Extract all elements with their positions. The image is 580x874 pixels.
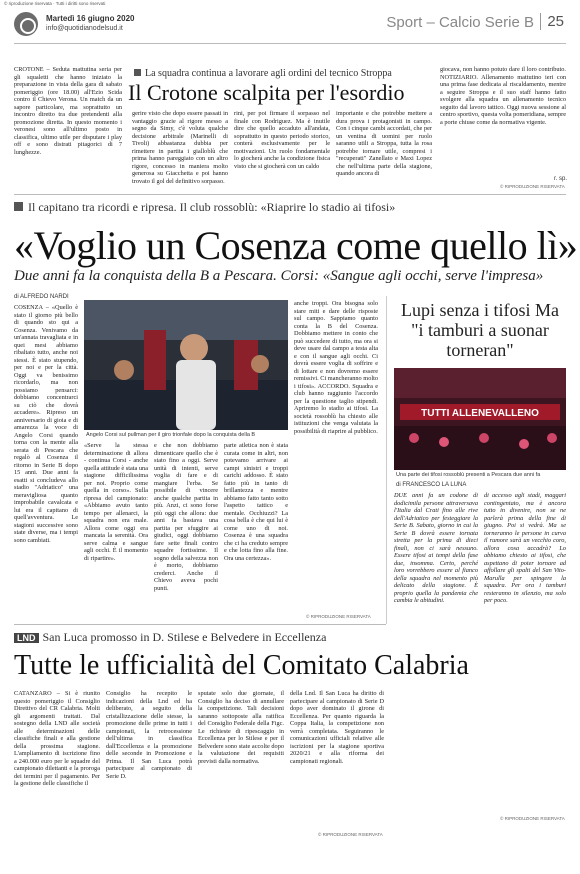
- article2-copyright: © RIPRODUZIONE RISERVATA: [306, 614, 371, 619]
- fans-photo-caption: Una parte dei tifosi rossoblù presenti a Pescara due anni fa: [396, 472, 541, 478]
- box-copyright: © RIPRODUZIONE RISERVATA: [500, 816, 565, 821]
- corsi-photo-caption: Angelo Corsi sul pullman per il giro trionfale dopo la conquista della B: [86, 432, 256, 438]
- fans-banner-text: TUTTI ALLENEVALLENO: [421, 408, 539, 419]
- section-title: Sport – Calcio Serie B: [386, 14, 534, 31]
- corsi-photo: [84, 300, 288, 430]
- article1-column-2: gerire visto che dopo essere passati in vantaggio grazie al rigore messo a segno da Simy, c'è voluta qualche decisione arbitrale (Marinelli di Tivoli) abbastanza dubbia per rimettere in partita i gialloblù che prima hanno pareggiato con un altro rigore, concesso in maniera molto generosa su Giacchetta e poi hanno trovato il gol del definitivo sorpasso.: [132, 110, 228, 185]
- square-bullet-icon: [134, 69, 141, 76]
- copyright-note: © riproduzione riservata · Tutti i diritti sono riservati: [4, 1, 106, 6]
- divider: [14, 624, 386, 625]
- article2-column-4: parte atletica non è stata curata come in altri, non potevamo arrivare ai campi sinistri e troppi carichi addosso. È stato fatto più in tanto di brillantezza e mentre abbiamo fatto tanto sotto l'aspetto tattico e mentale. Occhiuzzi? La cosa bella è che qui lui è come uno di noi. Cosenza è una squadra che ci ha creduto sempre e che lotta fino alla fine. Ora una certezza».: [224, 442, 288, 562]
- article1-kicker-text: La squadra continua a lavorare agli ordini del tecnico Stroppa: [145, 68, 392, 79]
- lnd-tag: LND: [14, 633, 39, 643]
- article2-column-5: anche troppi. Ora bisogna solo stare miti e dare delle risposte sul campo. Sappiamo quanto conta la B del Cosenza. Dobbiamo mettere in conto che può succedere di tutto, ma ora si deve usare dal campo a testa alta e con il sangue agli occhi. Ci dovrà essere voglia di soffrire e di lottare e non dovremo essere remissivi. Ci mancheranno molto i tifosi». ACCORDO. Squadra e club hanno raggiunto l'accordo per la questione taglio stipendi. Apriremo lo stadio ai tifosi. La società rossoblù ha chiesto alle istituzioni che venga valutata la possibilità di riaprire al pubblico.: [294, 300, 378, 435]
- article1-headline: Il Crotone scalpita per l'esordio: [128, 80, 405, 105]
- contact-email[interactable]: info@quotidianodelsud.it: [46, 25, 123, 32]
- article1-column-1: CROTONE – Seduta mattutina seria per gli squaletti che hanno iniziato la preparazione in vista della gara di sabato pomeriggio (ore 18.00) all'Ezio Scida contro il Chievo Verona. Un match da un sapore particolare, ma soprattutto un incontro diretto tra due pretendenti alla promozione diretta. In questo momento i veronesi sono all'ultimo posto in classifica, ultimo utile per disputare i play off e sono distrati pitagorici di 7 lunghezze.: [14, 66, 122, 156]
- square-bullet-icon: [14, 202, 23, 211]
- article3-kicker-text: San Luca promosso in D. Stilese e Belvedere in Eccellenza: [42, 630, 327, 644]
- issue-date: Martedì 16 giugno 2020: [46, 14, 135, 23]
- article2-byline: di ALFREDO NARDI: [14, 294, 69, 300]
- article3-headline: Tutte le ufficialità del Comitato Calabria: [14, 650, 469, 681]
- newspaper-logo-icon: [14, 12, 38, 36]
- article1-signature: r. sp.: [554, 176, 568, 182]
- fans-photo: [394, 368, 566, 470]
- divider: [14, 194, 566, 195]
- box-column-1: DUE anni fa un codone di dodicimila persone attraversava l'Italia dal Crati fino alle rive dell'Adriatico per festeggiare la Serie B. Sabato, giorno in cui la Serie B dovrà essere tornata stretta per la prima di dieci finali, non ci sarà nessuno. Essere tifosi ai tempi della fase due, insomma. Certo, perché loro vorrebbero essere al fianco della squadra nel momento più delicato della stagione. È proprio quella la pandemia che cambia le abitudini.: [394, 492, 478, 604]
- column-separator: [386, 296, 387, 624]
- article3-column-4: della Lnd. Il San Luca ha diritto di partecipare al campionato di Serie D dopo aver dominato il girone di Eccellenza. Per quanto riguarda la Coppa Italia, la competizione non verrà completata. Seguiranno le comunicazioni ufficiali relative alle iscrizioni per la stagione sportiva 2020/21 e alla riforma dei campionati regionali.: [290, 690, 384, 765]
- article2-column-3: e che non dobbiamo dimenticare quello che è stato fino a oggi. Serve unità di intenti, serve voglia di fare e di mangiare l'erba. Se possibile di vincere anche qualche partita in più. Anzi, ci sono forse più oggi che allora: due anni fa bastava una partita per sfuggire ai giudici, oggi dobbiamo fare sette finali contro squadre fortissime. Il sogno della salvezza non è morto, dobbiamo crederci. Anche il Chievo aveva pochi punti.: [154, 442, 218, 592]
- article3-column-3: sputate solo due giornate, il Consiglio ha deciso di annullare la competizione. Tali decisioni saranno sottoposte alla ratifica del Consiglio Federale della Figc. Le richieste di ripescaggio in Eccellenza per lo Stilese e per il Belvedere sono state accolte dopo la valutazione dei requisiti previsti dalla normativa.: [198, 690, 284, 765]
- page-number: 25: [540, 13, 564, 30]
- article1-column-3: rini, per poi firmare il sorpasso nel finale con Rodriguez. Ma è inutile dire che quello accaduto all'andata, soprattutto in questo periodo storico, conterà esclusivamente per le motivazioni. Un ruolo fondamentale lo giocherà anche la condizione fisica visto che si giocherà con un caldo: [234, 110, 330, 170]
- article2-subheadline: Due anni fa la conquista della B a Pescara. Corsi: «Sangue agli occhi, serve l'impresa»: [14, 268, 544, 284]
- article3-column-2: Consiglio ha recepito le indicazioni della Lnd ed ha deliberato, a seguito della cristallizzazione delle stesse, la promozione delle prime in tutti i campionati, la retrocessione dell'ultima in classifica dall'Eccellenza e la promozione delle seconde in Promozione e Prima. Il San Luca potrà partecipare al campionato di Serie D.: [106, 690, 192, 780]
- article2-headline: «Voglio un Cosenza come quello lì»: [14, 223, 578, 268]
- article3-kicker: [14, 630, 326, 645]
- article1-copyright: © RIPRODUZIONE RISERVATA: [500, 184, 565, 189]
- box-byline: di FRANCESCO LA LUNA: [396, 482, 467, 488]
- article2-kicker-text: Il capitano tra ricordi e ripresa. Il club rossoblù: «Riaprire lo stadio ai tifosi»: [28, 200, 396, 214]
- article1-kicker: [134, 68, 392, 79]
- article2-column-1: COSENZA – «Quello è stato il giorno più bello di quando sto qui a Cosenza. Venivamo da un'annata travagliata e in quei mesi abbiamo ribaltato tutto, anche noi stessi. È stato stupendo, per noi e per la città. Oggi va benissimo ricordarlo, ma non possiamo pensarci: dobbiamo concentrarci su ciò che dovrà accadere». Ripreso un anniversario di gioia e di amarezza la voce di Angelo Corsi quando torna con la mente alla serata di Pescara che regalò al Cosenza il ritorno in Serie B dopo 15 anni. Due anni fa esatti si concludeva allo stadio "Adriatico" una meravigliosa quanto improbabile cavalcata e lui era il capitano di quell'avventura. Le stagioni successive sono state diverse, ma i tempi sono cambiati.: [14, 304, 78, 544]
- box-column-2: di accesso agli stadi, maggari contingentato, ma è ancora tutto in divenire, non se ne parlerà prima della fine di giugno. Poi si vedrà. Ma se torneranno le persone in curva il rumore sarà un vecchio coro, allora cosa accadrà? Lo abbiamo chiesto ai tifosi, che aspettano di poter tornare ad affollare gli spalti del San Vito-Marulla per spingere la squadra. Per ora i tamburi resteranno in silenzio, ma solo per poco.: [484, 492, 566, 604]
- article3-column-1: CATANZARO – Si è riunito questo pomeriggio il Consiglio Direttivo del CR Calabria. Molti gli argomenti trattati. Dal sostegno della LND alle società alle determinazioni delle classifiche finali e alla gestione della prossima stagione. L'ampliamento di iscrizione fino a 240.000 euro per le squadre del campionato dilettanti e la proroga dei termini per il pagamento. Per la gestione delle classifiche il: [14, 690, 100, 787]
- article1-column-5: giocava, non hanno potuto dare il loro contributo. NOTIZIARIO. Allenamento mattutino ieri con una prima fase dedicata al riscaldamento, mentre a seguire Stroppa e il suo staff hanno fatto svolgere alla squadra un allenamento tecnico seguito dal lavoro tattico. Oggi nuova sessione al centro sportivo, questa volta pomeridiana, sempre a porte chiuse come da normativa vigente.: [440, 66, 566, 126]
- masthead: [14, 10, 566, 44]
- article1-column-4: importante e che potrebbe mettere a dura prova i protagonisti in campo. Con i cinque cambi accordati, che per un ventina di uomini per ruolo saranno utili a Stroppa, tutta la rosa potrebbe tornare utile, compresi i "recuperati" Zanellato e Maxi Lopez che nell'ultima parte della stagione, quando ancora di: [336, 110, 432, 177]
- article2-column-2: «Serve la stessa determinazione di allora - continua Corsi - anche quella attitude è stata una stagione difficilissima per noi. Proprio come quella in corso». Sulla ripresa del campionato: «Abbiamo avuto tanto tempo per allenarci, la squadra non era male. Allora come oggi era mancata la serenità. Ora serve calma e sangue agli occhi. È il momento di ripartire».: [84, 442, 148, 562]
- article2-kicker: [14, 200, 395, 215]
- box-headline: Lupi senza i tifosi Ma "i tamburi a suonar torneran": [401, 300, 559, 360]
- article3-copyright: © RIPRODUZIONE RISERVATA: [318, 832, 383, 837]
